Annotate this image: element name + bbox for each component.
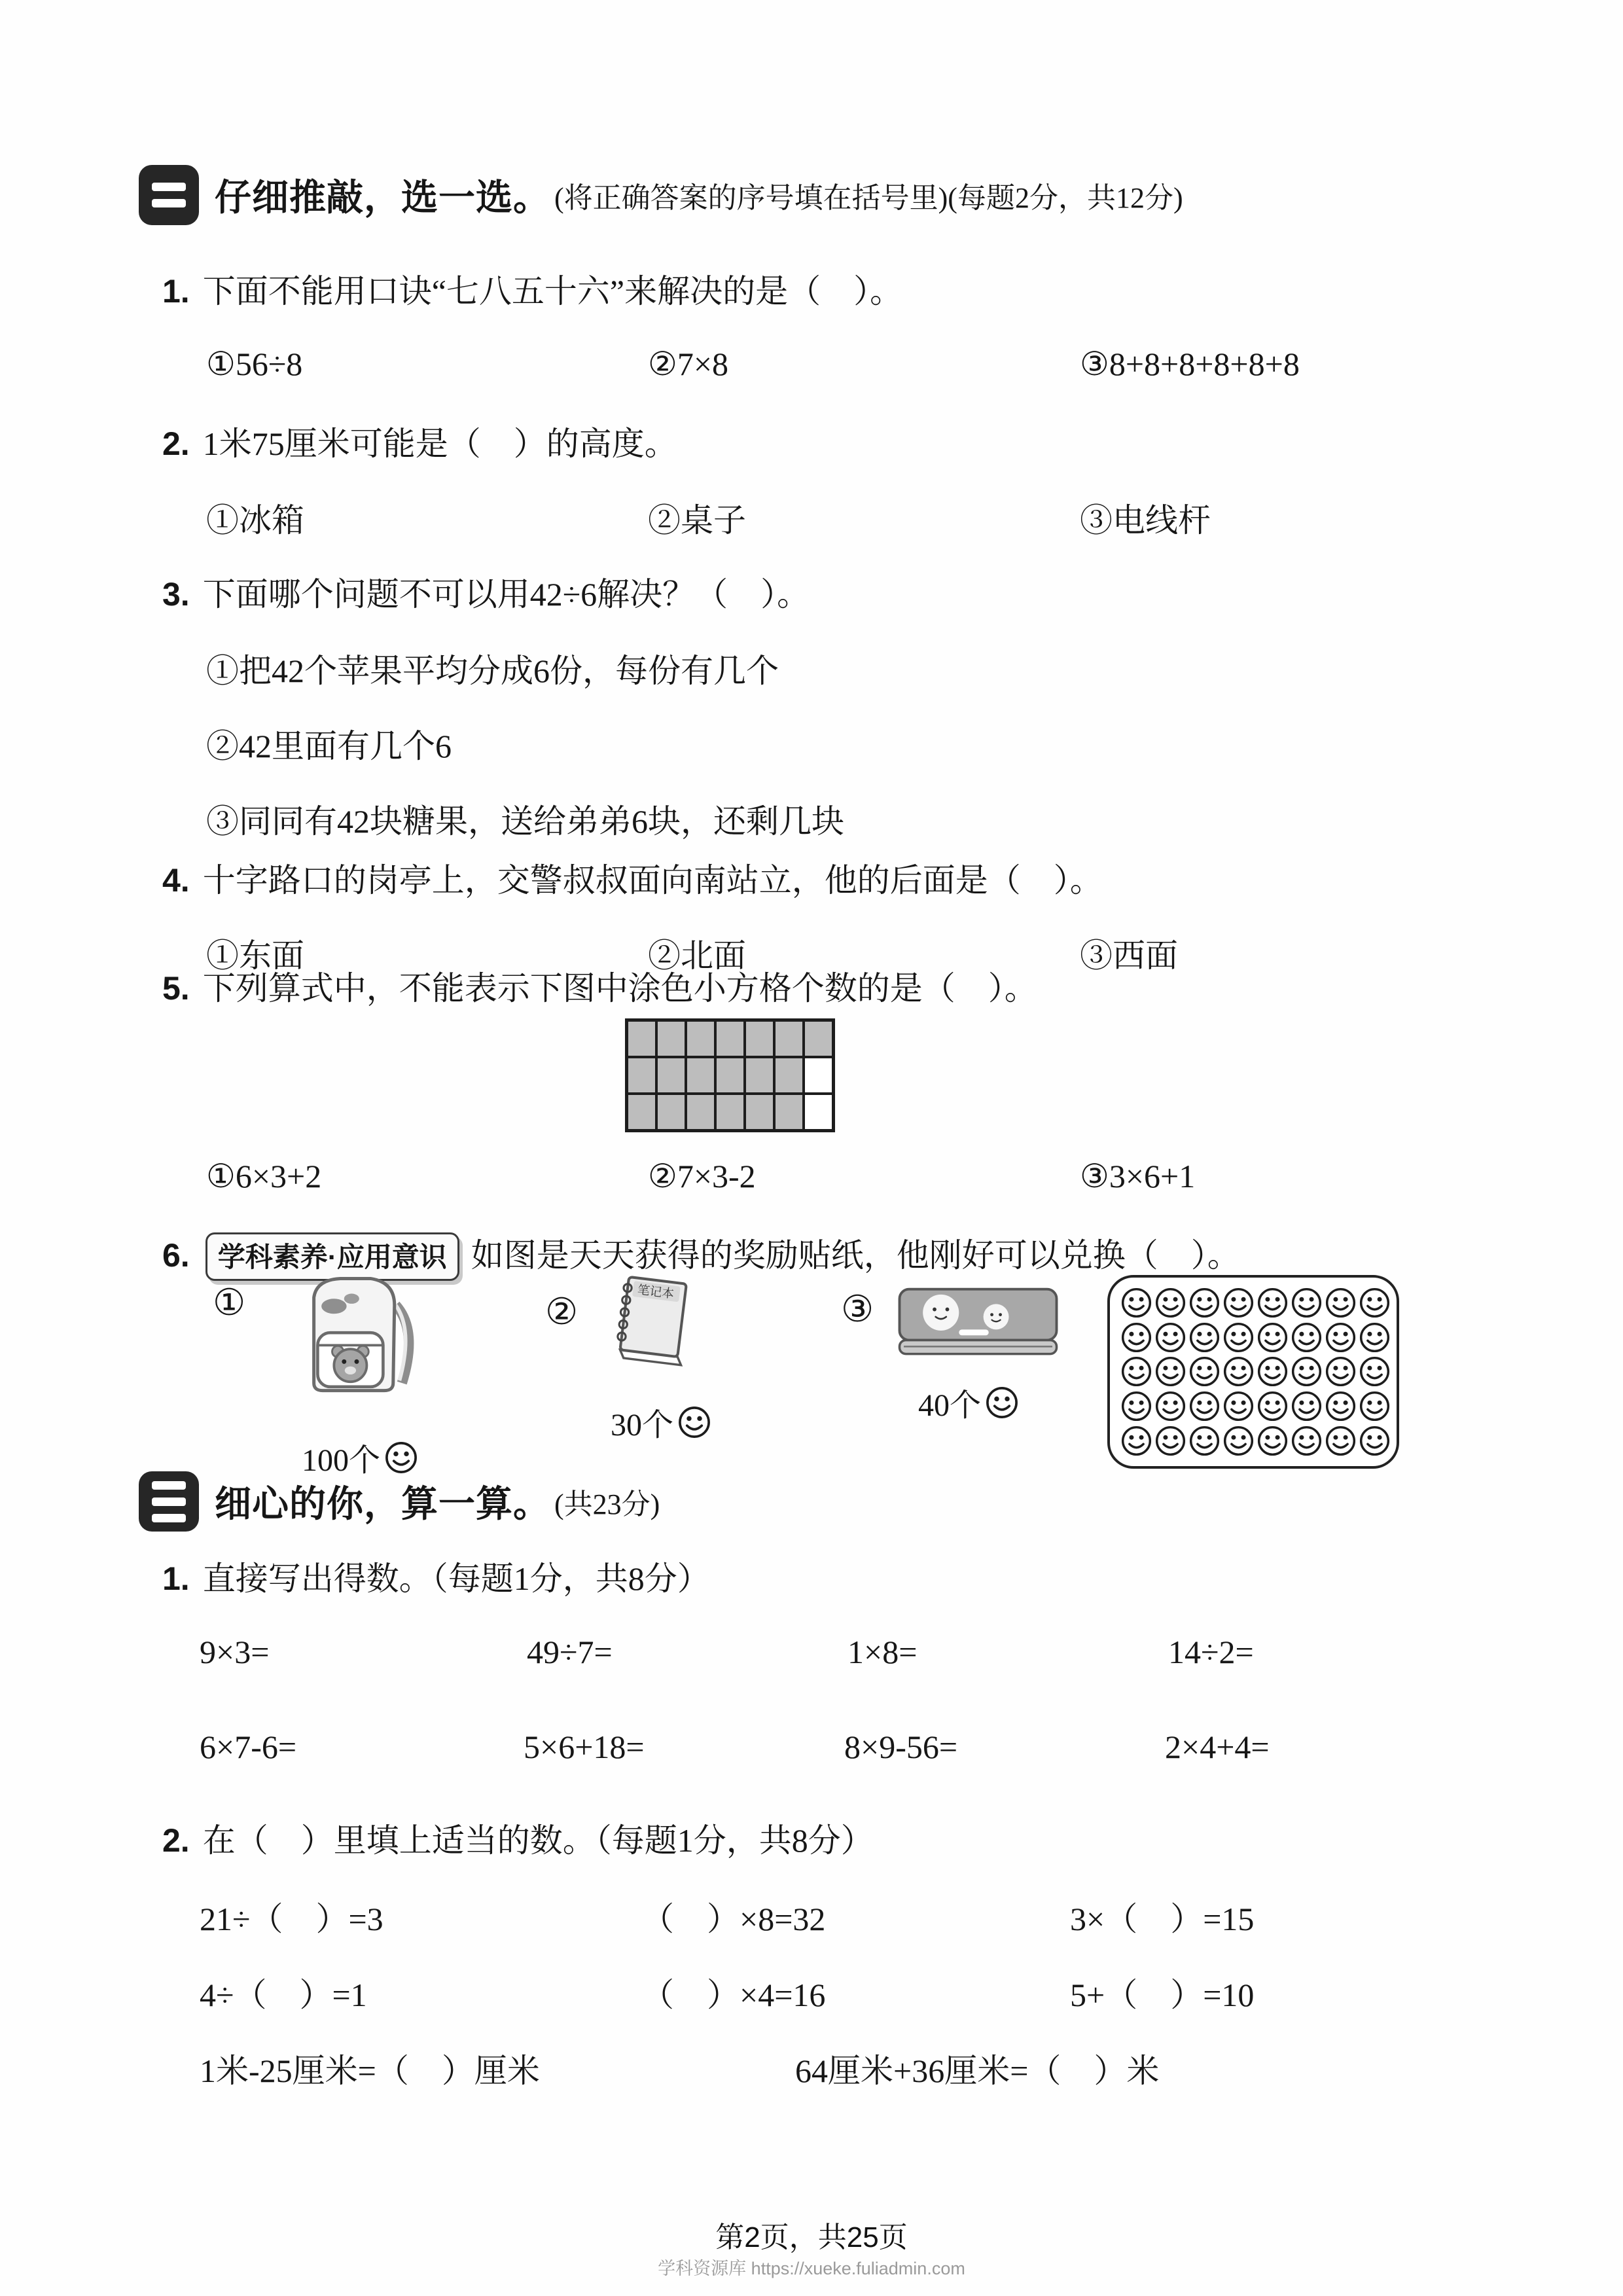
question-number: 5.	[162, 970, 190, 1007]
option-2: ②桌子	[648, 502, 746, 539]
calc-row-2	[0, 1728, 1623, 1774]
smiley-sticker-icon	[1291, 1287, 1323, 1319]
smiley-sticker-icon	[1359, 1321, 1391, 1354]
question-1-options	[0, 345, 1623, 391]
option-1: ①冰箱	[206, 502, 304, 539]
section-two-badge-icon	[139, 165, 199, 225]
smiley-sticker-icon	[1154, 1425, 1186, 1457]
grid-cell-shaded	[745, 1057, 774, 1094]
prize-2-cost-text: 30个	[610, 1408, 673, 1443]
smiley-sticker-icon	[1291, 1425, 1323, 1457]
smiley-icon	[985, 1386, 1019, 1420]
question-3-choice-2: ②42里面有几个6	[206, 728, 452, 764]
footer-source: 学科资源库 https://xueke.fuliadmin.com	[658, 2259, 965, 2278]
grid-cell-blank	[804, 1057, 833, 1094]
grid-cell-shaded	[715, 1020, 745, 1057]
smiley-sticker-icon	[1222, 1390, 1255, 1422]
section-note: (共23分)	[554, 1488, 660, 1520]
grid-cell-blank	[804, 1094, 833, 1130]
section-calc-header	[139, 1471, 660, 1532]
section-title: 细心的你，算一算。	[215, 1483, 550, 1524]
smiley-sticker-icon	[1291, 1321, 1323, 1354]
smiley-sticker-icon	[1359, 1390, 1391, 1422]
calc-row-1	[0, 1633, 1623, 1679]
grid-cell-shaded	[656, 1094, 686, 1130]
smiley-sticker-icon	[1154, 1390, 1186, 1422]
page-number: 第2页，共25页	[715, 2221, 908, 2253]
fill-row-3	[0, 2045, 1623, 2090]
option-2: ②7×8	[648, 346, 729, 382]
section-choice-header	[139, 165, 1183, 225]
question-4	[162, 854, 1103, 901]
question-5	[162, 962, 1037, 1009]
question-text: 下列算式中，不能表示下图中涂色小方格个数的是（ ）。	[202, 970, 1037, 1007]
smiley-sticker-icon	[1222, 1355, 1255, 1388]
prize-2-cost	[563, 1399, 759, 1444]
smiley-sticker-icon	[1120, 1287, 1152, 1319]
smiley-sticker-icon	[1120, 1390, 1152, 1422]
smiley-sticker-icon	[1188, 1321, 1221, 1354]
backpack-icon	[275, 1270, 438, 1401]
question-number: 3.	[162, 576, 190, 613]
option-1: ①东面	[206, 937, 304, 974]
grid-cell-shaded	[774, 1020, 804, 1057]
smiley-sticker-icon	[1188, 1355, 1221, 1388]
option-3: ③8+8+8+8+8+8	[1080, 346, 1300, 382]
grid-cell-shaded	[686, 1057, 715, 1094]
grid-cell-shaded	[627, 1094, 656, 1130]
question-number: 4.	[162, 862, 190, 899]
calc-expression: 9×3=	[200, 1634, 270, 1670]
sticker-grid	[1107, 1275, 1399, 1469]
fill-expression: 1米-25厘米=（ ）厘米	[200, 2053, 540, 2089]
question-5-options	[0, 1157, 1623, 1203]
question-text: 如图是天天获得的奖励贴纸，他刚好可以兑换（ ）。	[471, 1237, 1240, 1274]
smiley-sticker-icon	[1359, 1425, 1391, 1457]
calc-expression: 8×9-56=	[844, 1729, 958, 1765]
fill-expression: 5+（ ）=10	[1070, 1977, 1255, 2013]
calc-expression: 1×8=	[847, 1634, 918, 1670]
prize-2-number: ②	[545, 1292, 579, 1333]
fill-expression: 64厘米+36厘米=（ ）米	[795, 2053, 1160, 2089]
grid-cell-shaded	[627, 1057, 656, 1094]
question-2	[162, 418, 677, 465]
smiley-sticker-icon	[1188, 1287, 1221, 1319]
question-1	[162, 265, 902, 312]
smiley-sticker-icon	[1120, 1355, 1152, 1388]
question-2-options	[0, 494, 1623, 540]
question-3-choice-1: ①把42个苹果平均分成6份，每份有几个	[206, 653, 779, 689]
fill-expression: 4÷（ ）=1	[200, 1977, 367, 2013]
calc-expression: 6×7-6=	[200, 1729, 297, 1765]
smiley-sticker-icon	[1222, 1425, 1255, 1457]
grid-cell-shaded	[745, 1094, 774, 1130]
badge-bar	[152, 1514, 186, 1522]
smiley-sticker-icon	[1154, 1355, 1186, 1388]
question-6-figure	[0, 1270, 1623, 1486]
smiley-sticker-icon	[1222, 1287, 1255, 1319]
fill-expression: 3×（ ）=15	[1070, 1901, 1255, 1937]
option-3: ③电线杆	[1080, 502, 1211, 539]
smiley-sticker-icon	[1325, 1287, 1357, 1319]
smiley-icon	[677, 1405, 711, 1439]
grid-cell-shaded	[656, 1057, 686, 1094]
question-number: 6.	[162, 1237, 190, 1274]
option-1: ①56÷8	[206, 346, 303, 382]
competency-tag: 学科素养·应用意识	[205, 1232, 459, 1281]
smiley-sticker-icon	[1359, 1355, 1391, 1388]
option-3: ③3×6+1	[1080, 1158, 1196, 1194]
grid-cell-shaded	[656, 1020, 686, 1057]
question-text: 1米75厘米可能是（ ）的高度。	[202, 425, 677, 462]
prize-3-cost-text: 40个	[918, 1388, 981, 1423]
question-text: 下面不能用口诀“七八五十六”来解决的是（ ）。	[202, 273, 903, 310]
smiley-sticker-icon	[1120, 1321, 1152, 1354]
smiley-sticker-icon	[1325, 1390, 1357, 1422]
grid-cell-shaded	[774, 1057, 804, 1094]
badge-bar	[152, 199, 186, 207]
option-2: ②7×3-2	[648, 1158, 756, 1194]
section-three-badge-icon	[139, 1471, 199, 1532]
fill-expression: （ ）×8=32	[641, 1901, 826, 1937]
option-3: ③西面	[1080, 937, 1178, 974]
smiley-sticker-icon	[1188, 1425, 1221, 1457]
question-number: 2.	[162, 1822, 190, 1859]
smiley-sticker-icon	[1325, 1355, 1357, 1388]
grid-cell-shaded	[686, 1020, 715, 1057]
grid-cell-shaded	[627, 1020, 656, 1057]
section-title: 仔细推敲，选一选。	[215, 177, 550, 218]
grid-cell-shaded	[745, 1020, 774, 1057]
smiley-icon	[384, 1441, 418, 1475]
pencil-case-icon	[891, 1283, 1065, 1361]
option-1: ①6×3+2	[206, 1158, 322, 1194]
smiley-sticker-icon	[1188, 1390, 1221, 1422]
prize-3-number: ③	[841, 1289, 874, 1330]
smiley-sticker-icon	[1257, 1425, 1289, 1457]
question-number: 1.	[162, 273, 190, 310]
smiley-sticker-icon	[1154, 1287, 1186, 1319]
smiley-sticker-icon	[1154, 1321, 1186, 1354]
calc-question-2	[162, 1814, 874, 1861]
question-text: 直接写出得数。（每题1分，共8分）	[202, 1560, 710, 1597]
smiley-sticker-icon	[1257, 1390, 1289, 1422]
calc-expression: 49÷7=	[527, 1634, 613, 1670]
smiley-sticker-icon	[1325, 1425, 1357, 1457]
grid-cell-shaded	[774, 1094, 804, 1130]
question-text: 十字路口的岗亭上，交警叔叔面向南站立，他的后面是（ ）。	[202, 862, 1103, 899]
section-note: (将正确答案的序号填在括号里)(每题2分，共12分)	[554, 182, 1183, 214]
smiley-sticker-icon	[1257, 1321, 1289, 1354]
smiley-sticker-icon	[1257, 1355, 1289, 1388]
smiley-sticker-icon	[1325, 1321, 1357, 1354]
grid-cell-shaded	[715, 1094, 745, 1130]
smiley-sticker-icon	[1120, 1425, 1152, 1457]
question-number: 1.	[162, 1560, 190, 1597]
fill-expression: 21÷（ ）=3	[200, 1901, 383, 1937]
question-text: 在（ ）里填上适当的数。（每题1分，共8分）	[202, 1822, 874, 1859]
prize-1-number: ①	[213, 1283, 246, 1323]
fill-row-1	[0, 1893, 1623, 1939]
smiley-sticker-icon	[1222, 1321, 1255, 1354]
calc-expression: 14÷2=	[1168, 1634, 1254, 1670]
badge-bar	[152, 1498, 186, 1506]
option-2: ②北面	[648, 937, 746, 974]
question-text: 下面哪个问题不可以用42÷6解决？（ ）。	[202, 576, 810, 613]
calc-expression: 5×6+18=	[524, 1729, 645, 1765]
smiley-sticker-icon	[1257, 1287, 1289, 1319]
calc-expression: 2×4+4=	[1165, 1729, 1270, 1765]
badge-bar	[152, 1481, 186, 1490]
fill-row-2	[0, 1969, 1623, 2015]
smiley-sticker-icon	[1291, 1390, 1323, 1422]
shaded-square-grid	[625, 1018, 835, 1132]
grid-cell-shaded	[715, 1057, 745, 1094]
question-3	[162, 568, 810, 615]
question-number: 2.	[162, 425, 190, 462]
smiley-sticker-icon	[1291, 1355, 1323, 1388]
question-3-choice-3: ③同同有42块糖果，送给弟弟6块，还剩几块	[206, 803, 844, 840]
grid-cell-shaded	[686, 1094, 715, 1130]
prize-1-cost-text: 100个	[301, 1443, 380, 1478]
grid-cell-shaded	[804, 1020, 833, 1057]
prize-3-cost	[870, 1380, 1067, 1425]
notebook-icon	[592, 1275, 704, 1373]
notebook-cover-text: 笔记本	[636, 1283, 675, 1302]
calc-question-1	[162, 1552, 710, 1600]
smiley-sticker-icon	[1359, 1287, 1391, 1319]
fill-expression: （ ）×4=16	[641, 1977, 826, 2013]
badge-bar	[152, 183, 186, 191]
